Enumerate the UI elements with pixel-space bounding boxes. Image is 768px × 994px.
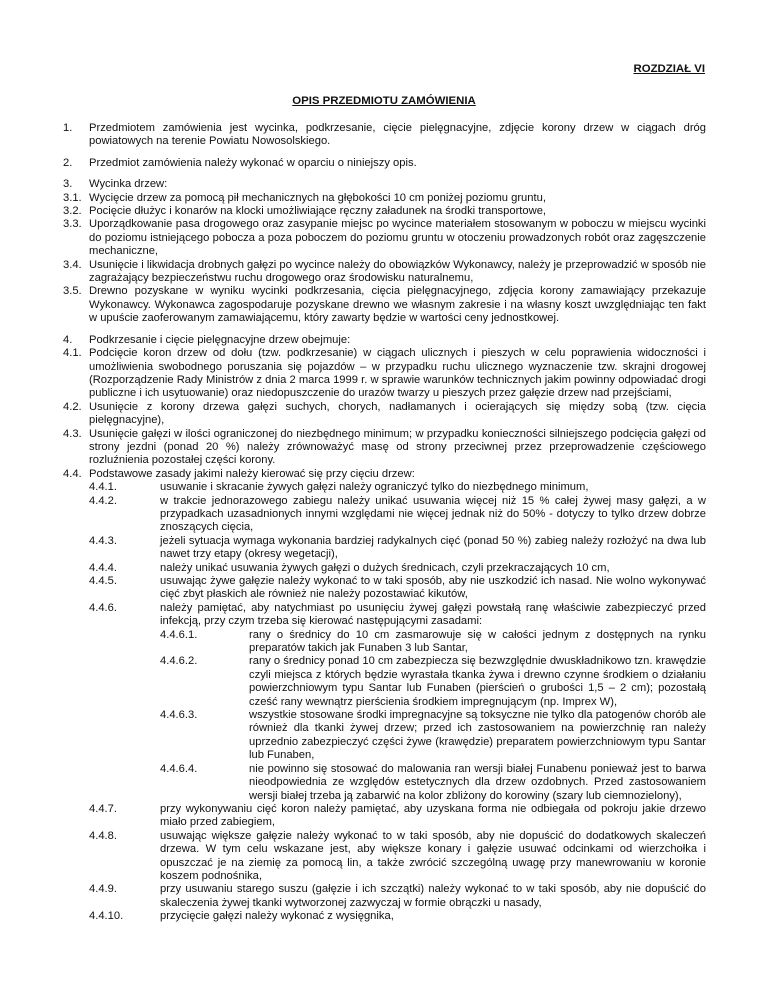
- item-text: należy pamiętać, aby natychmiast po usunięciu żywej gałęzi powstałą ranę właściwie zabezpieczyć przed infekcją, przy czym trzeba się kierować następującymi zasadami:: [160, 601, 706, 628]
- item-number: 4.4.6.: [89, 601, 117, 614]
- item-text: Drewno pozyskane w wyniku wycinki podkrzesania, cięcia pielęgnacyjnego, zdjęcia korony zamawiający przekazuje Wykonawcy. Wykonawca zagospodaruje pozyskane drewno we własnym zakresie i na własny koszt uwzględniając ten fakt w upuście zaoferowanym zamawiającemu, który zawarty będzie w wartości ceny jednostkowej.: [89, 285, 706, 325]
- list-item: [63, 178, 706, 191]
- item-text: nie powinno się stosować do malowania ran wersji białej Funabenu ponieważ jest to barwa nieodpowiednia ze względów estetycznych dla drzew ozdobnych. Przed zastosowaniem wersji białej trzeba ją zabarwić na kolor zbliżony do korowiny (szary lub ciemnozielony),: [249, 762, 706, 802]
- item-text: Uporządkowanie pasa drogowego oraz zasypanie miejsc po wycince materiałem stosowanym w poboczu w miejscu wycinki do poziomu istniejącego pobocza a poza poboczem do poziomu gruntu w otoczeniu prowadzonych robót oraz zagęszczenie mechaniczne,: [89, 218, 706, 258]
- item-text: usuwając większe gałęzie należy wykonać to w taki sposób, aby nie dopuścić do dodatkowych skaleczeń drzewa. W tym celu wskazane jest, aby większe konary i gałęzie usuwać odcinkami od wierzchołka i opuszczać je na ziemię za pomocą lin, a także zwrócić szczególną uwagę przy manewrowaniu w koronie koszem podnośnika,: [160, 829, 706, 882]
- item-number: 3.: [63, 178, 73, 191]
- item-text: należy unikać usuwania żywych gałęzi o dużych średnicach, czyli przekraczających 10 cm,: [160, 561, 610, 574]
- list-item: [63, 285, 706, 325]
- list-item: [89, 803, 706, 830]
- list-item: [63, 205, 706, 218]
- item-text: przy wykonywaniu cięć koron należy pamiętać, aby uzyskana forma nie odbiegała od pokroju jakie drzewo miało przed zabiegiem,: [160, 802, 706, 829]
- list-item: [89, 495, 706, 535]
- item-text: rany o średnicy do 10 cm zasmarowuje się w całości jednym z dostępnych na rynku preparatów takich jak Funaben 3 lub Santar,: [249, 628, 706, 655]
- item-number: 4.4.10.: [89, 910, 124, 923]
- item-number: 4.4.5.: [89, 575, 117, 587]
- item-number: 4.2.: [63, 400, 82, 413]
- item-number: 4.4.2.: [89, 494, 117, 507]
- item-text: Podcięcie koron drzew od dołu (tzw. podkrzesanie) w ciągach ulicznych i pieszych w celu poprawienia widoczności i umożliwienia swobodnego poruszania się pojazdów – w przypadku ruchu ulicznego wyznaczenie tzw. skrajni drogowej (Rozporządzenie Rady Ministrów z dnia 2 marca 1999 r. w sprawie warunków technicznych jakim powinny odpowiadać drogi publiczne i ich usytuowanie) oraz niedopuszczenie do urazów twarzy u pieszych przez gałęzie drzew nad przejściami,: [89, 347, 706, 400]
- item-number: 4.4.7.: [89, 802, 117, 815]
- item-text: Usunięcie gałęzi w ilości ograniczonej do niezbędnego minimum; w przypadku konieczności silniejszego podcięcia gałęzi od strony jezdni (ponad 20 %) należy zrównoważyć masę od strony przeciwnej przez przeprowadzenie częściowego rozluźnienia pozostałej części korony.: [89, 427, 706, 467]
- item-text: Pocięcie dłużyc i konarów na klocki umożliwiające ręczny załadunek na środki transportowe,: [89, 205, 547, 218]
- item-number: 4.4.6.1.: [160, 628, 198, 641]
- list-item: [63, 122, 706, 149]
- item-text: rany o średnicy ponad 10 cm zabezpiecza się bezwzględnie dwuskładnikowo tzn. krawędzie czyli miejsca z których będzie wyrastała tkanka żywa i drewno czynne środkiem o działaniu powierzchniowym typu Santar lub Funaben (pierścień o grubości 1,5 – 2 cm); pozostałą cześć rany wewnątrz pierścienia środkiem impregnującym (np. Imprex W),: [249, 655, 706, 708]
- list-item: [63, 157, 706, 170]
- item-number: 4.4.6.4.: [160, 762, 198, 775]
- item-number: 4.4.6.2.: [160, 655, 198, 668]
- item-text: w trakcie jednorazowego zabiegu należy unikać usuwania więcej niż 15 % całej żywej masy gałęzi, a w przypadkach uzasadnionych innymi względami nie więcej jednak niż do 50% - dotyczy to tylko drzew dobrze znoszących cięcia,: [160, 494, 706, 534]
- item-number: 4.4.9.: [89, 883, 117, 896]
- item-number: 4.4.6.3.: [160, 709, 198, 722]
- item-number: 4.4.1.: [89, 481, 117, 494]
- list-item: [89, 535, 706, 562]
- list-item: [63, 347, 706, 401]
- list-item: [63, 192, 706, 205]
- item-number: 1.: [63, 122, 73, 134]
- item-number: 4.3.: [63, 427, 82, 440]
- list-item: [89, 562, 706, 575]
- item-number: 4.1.: [63, 347, 82, 360]
- list-item: [160, 763, 706, 803]
- item-number: 2.: [63, 156, 73, 169]
- item-text: usuwanie i skracanie żywych gałęzi należy ograniczyć tylko do niezbędnego minimum,: [160, 481, 589, 494]
- item-text: wszystkie stosowane środki impregnacyjne są toksyczne nie tylko dla patogenów chorób ale również dla tkanki żywej drzew; przed ich zastosowaniem na powierzchnię ran należy uprzednio zabezpieczyć części żywe (krawędzie) preparatem powierzchniowym typu Santar lub Funaben,: [249, 709, 706, 762]
- item-number: 3.3.: [63, 218, 82, 231]
- list-item: [63, 218, 706, 258]
- item-text: przy usuwaniu starego suszu (gałęzie i ich szczątki) należy wykonać to w taki sposób, aby nie dopuścić do skaleczenia żywej tkanki wytworzonej zazwyczaj w formie obrączki u nasady,: [160, 883, 706, 909]
- item-text: przycięcie gałęzi należy wykonać z wysięgnika,: [160, 910, 394, 923]
- list-item: [63, 259, 706, 286]
- list-item: [89, 830, 706, 884]
- list-item: [63, 401, 706, 428]
- item-text: Usunięcie i likwidacja drobnych gałęzi po wycince należy do obowiązków Wykonawcy, należy je przeprowadzić w sposób nie zagrażający bezpieczeństwu ruchu drogowego oraz środowisku naturalnemu,: [89, 258, 706, 285]
- item-text: Usunięcie z korony drzewa gałęzi suchych, chorych, nadłamanych i ocierających się między sobą (tzw. cięcia pielęgnacyjne),: [89, 400, 706, 427]
- list-item: [160, 629, 706, 656]
- item-number: 4.4.8.: [89, 829, 117, 842]
- item-number: 3.1.: [63, 191, 82, 204]
- document-title: OPIS PRZEDMIOTU ZAMÓWIENIA: [292, 95, 476, 107]
- list-item: [89, 602, 706, 629]
- item-text: Podstawowe zasady jakimi należy kierować się przy cięciu drzew:: [89, 467, 415, 480]
- list-item: [63, 428, 706, 468]
- list-item: [89, 910, 706, 923]
- list-item: [63, 468, 706, 481]
- item-text: Wycinka drzew:: [89, 178, 168, 191]
- list-item: [89, 883, 706, 910]
- list-item: [89, 481, 706, 494]
- list-item: [89, 575, 706, 602]
- item-text: Przedmiot zamówienia należy wykonać w oparciu o niniejszy opis.: [89, 156, 417, 169]
- item-number: 3.2.: [63, 205, 82, 218]
- list-item: [160, 709, 706, 763]
- item-number: 4.: [63, 333, 73, 346]
- item-text: jeżeli sytuacja wymaga wykonania bardziej radykalnych cięć (ponad 50 %) zabieg należy rozłożyć na dwa lub nawet trzy etapy (okresy wegetacji),: [160, 534, 706, 561]
- item-text: Podkrzesanie i cięcie pielęgnacyjne drzew obejmuje:: [89, 333, 351, 346]
- list-item: [63, 334, 706, 347]
- document-body: [63, 122, 706, 924]
- item-number: 4.4.4.: [89, 561, 117, 574]
- item-number: 3.5.: [63, 285, 82, 298]
- item-text: Wycięcie drzew za pomocą pił mechanicznych na głębokości 10 cm poniżej poziomu gruntu,: [89, 191, 546, 204]
- list-item: [160, 655, 706, 709]
- item-text: Przedmiotem zamówienia jest wycinka, podkrzesanie, cięcie pielęgnacyjne, zdjęcie korony drzew w ciągach dróg powiatowych na terenie Powiatu Nowosolskiego.: [89, 122, 706, 148]
- item-number: 3.4.: [63, 258, 82, 271]
- item-number: 4.4.3.: [89, 534, 117, 547]
- chapter-heading: ROZDZIAŁ VI: [633, 63, 705, 75]
- item-number: 4.4.: [63, 467, 82, 480]
- item-text: usuwając żywe gałęzie należy wykonać to w taki sposób, aby nie uszkodzić ich nasad. Nie wolno wykonywać cięć zbyt płaskich ale również nie należy pozostawiać kikutów,: [160, 575, 706, 601]
